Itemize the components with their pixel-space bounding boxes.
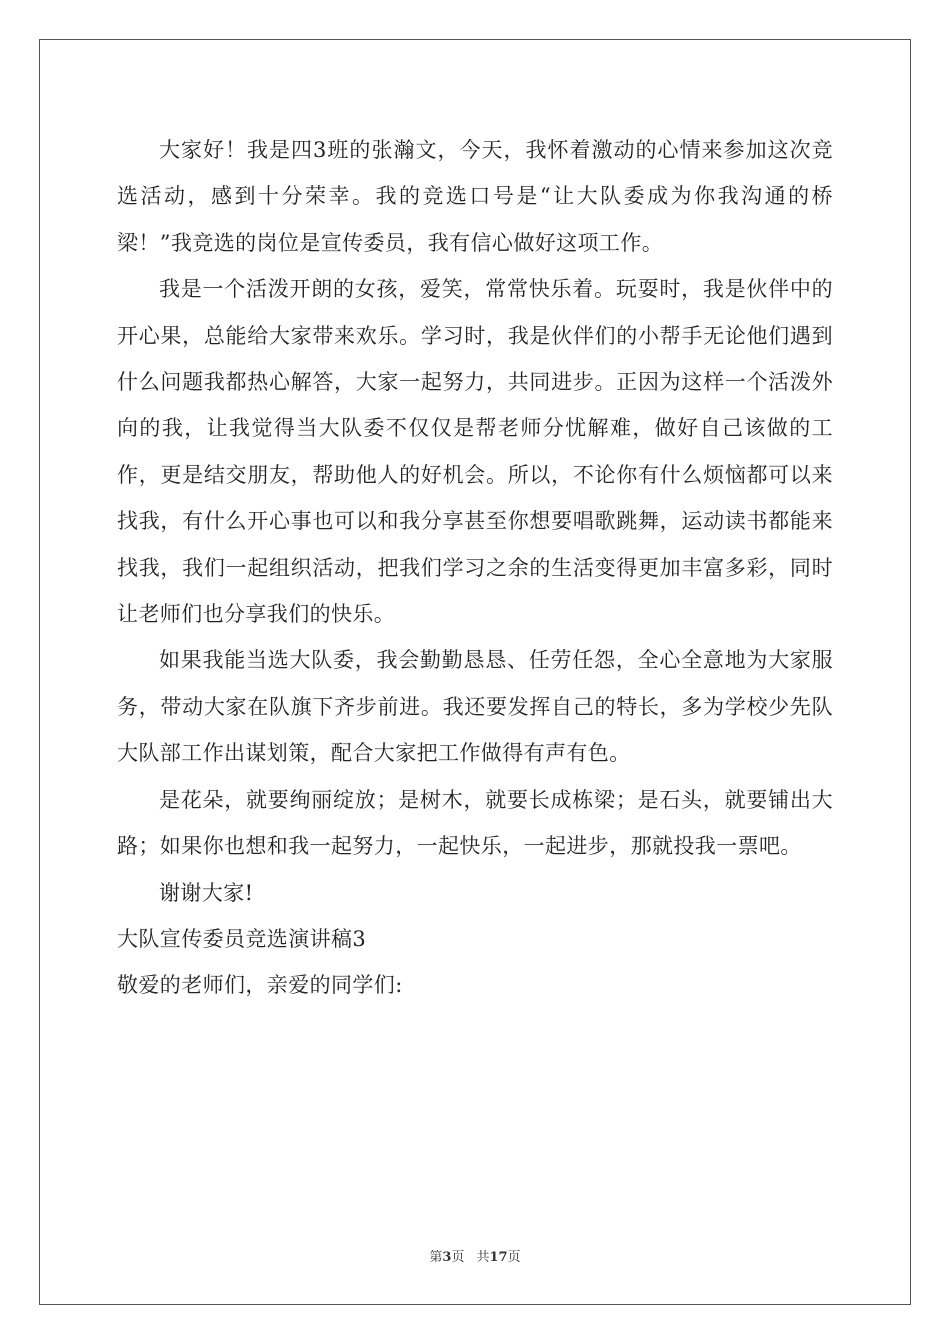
paragraph-personality: 我是一个活泼开朗的女孩，爱笑，常常快乐着。玩耍时，我是伙伴中的开心果，总能给大家带来欢乐。学习时，我是伙伴们的小帮手无论他们遇到什么问题我都热心解答，大家一起努力，共同进步。正因为这样一个活泼外向的我，让我觉得当大队委不仅仅是帮老师分忧解难，做好自己该做的工作，更是结交朋友，帮助他人的好机会。所以，不论你有什么烦恼都可以来找我，有什么开心事也可以和我分享甚至你想要唱歌跳舞，运动读书都能来找我，我们一起组织活动，把我们学习之余的生活变得更加丰富多彩，同时让老师们也分享我们的快乐。 [117,277,833,627]
footer-total-prefix: 共 [476,1250,490,1265]
footer-page-current: 3 [442,1250,452,1265]
footer-page-prefix: 第 [429,1250,443,1265]
page-footer [0,1246,950,1265]
paragraph-closing: 是花朵，就要绚丽绽放；是树木，就要长成栋梁；是石头，就要铺出大路；如果你也想和我一起努力，一起快乐，一起进步，那就投我一票吧。 [117,787,833,859]
section-heading: 大队宣传委员竞选演讲稿3 [117,926,367,951]
footer-page-total: 17 [489,1250,508,1265]
paragraph-intro: 大家好！我是四3班的张瀚文，今天，我怀着激动的心情来参加这次竞选活动，感到十分荣幸。我的竞选口号是“让大队委成为你我沟通的桥梁！”我竞选的岗位是宣传委员，我有信心做好这项工作。 [117,138,833,255]
salutation-line: 敬爱的老师们，亲爱的同学们: [117,973,403,998]
footer-page-suffix: 页 [451,1250,465,1265]
thanks-line: 谢谢大家! [159,880,254,905]
paragraph-promise: 如果我能当选大队委，我会勤勤恳恳、任劳任怨，全心全意地为大家服务，带动大家在队旗下齐步前进。我还要发挥自己的特长，多为学校少先队大队部工作出谋划策，配合大家把工作做得有声有色。 [117,648,833,766]
document-body [117,127,833,1009]
footer-total-suffix: 页 [507,1250,521,1265]
